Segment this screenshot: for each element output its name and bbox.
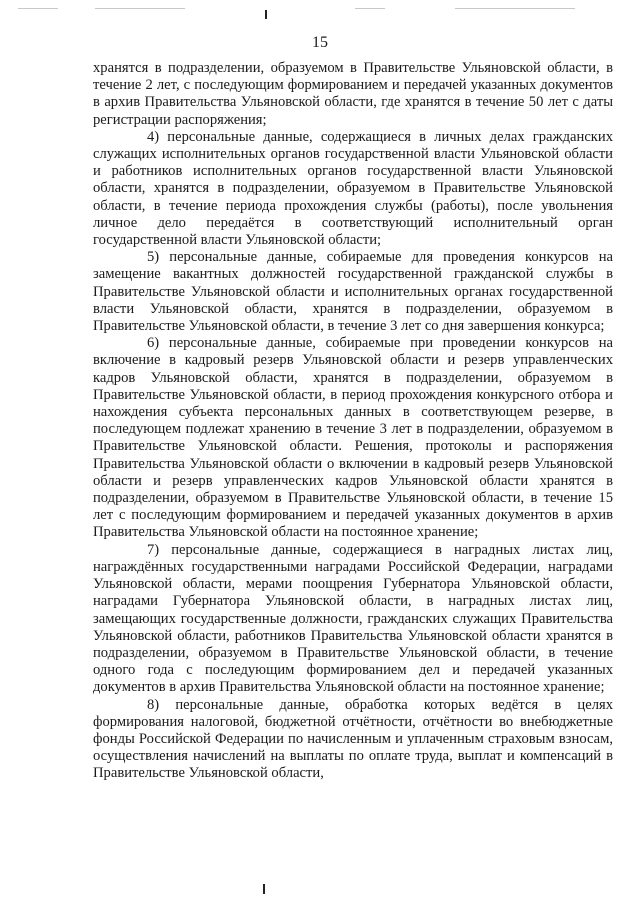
paragraph: 6) персональные данные, собираемые при проведении конкурсов на включение в кадровый резерв Ульяновской области и резерв управленческих кадров Ульяновской области, хранятся в подразделении, образуемом в Правительстве Ульяновской области, в период прохождения конкурсного отбора и нахождения субъекта персональных данных в соответствующем резерве, в последующем подлежат хранению в течение 3 лет в подразделении, образуемом в Правительстве Ульяновской области. Решения, протоколы и распоряжения Правительства Ульяновской области о включении в кадровый резерв Ульяновской области и резерв управленческих кадров Ульяновской области хранятся в подразделении, образуемом в Правительстве Ульяновской области, в течение 15 лет с последующим формированием и передачей указанных документов в архив Правительства Ульяновской области на постоянное хранение; — [93, 335, 613, 541]
binding-mark-top — [265, 10, 267, 19]
paragraph: 7) персональные данные, содержащиеся в наградных листах лиц, награждённых государственными наградами Российской Федерации, наградами Ульяновской области, мерами поощрения Губернатора Ульяновской области, наградами Губернатора Ульяновской области, в наградных листах лиц, замещающих государственные должности, гражданских служащих Правительства Ульяновской области, работников Правительства Ульяновской области хранятся в подразделении, образуемом в Правительстве Ульяновской области, в течение одного года с последующим формированием дел и передачей указанных документов в архив Правительства Ульяновской области на постоянное хранение; — [93, 541, 613, 696]
paragraph: 4) персональные данные, содержащиеся в личных делах гражданских служащих исполнительных органов государственной власти Ульяновской области и работников исполнительных органов государственной власти Ульяновской области, хранятся в подразделении, образуемом в Правительстве Ульяновской области, в течение периода прохождения службы (работы), после увольнения личное дело передаётся в соответствующий исполнительный орган государственной власти Ульяновской области; — [93, 128, 613, 249]
scan-artifact-line — [18, 8, 58, 9]
scan-artifact-line — [455, 8, 575, 9]
paragraph: 8) персональные данные, обработка которых ведётся в целях формирования налоговой, бюджетной отчётности, отчётности во внебюджетные фонды Российской Федерации по начисленным и уплаченным страховым взносам, осуществления начислений на выплаты по оплате труда, выплат и компенсаций в Правительстве Ульяновской области, — [93, 696, 613, 782]
paragraph: хранятся в подразделении, образуемом в Правительстве Ульяновской области, в течение 2 лет, с последующим формированием и передачей указанных документов в архив Правительства Ульяновской области, где хранятся в течение 50 лет с даты регистрации распоряжения; — [93, 60, 613, 128]
scan-artifact-line — [95, 8, 185, 9]
paragraph: 5) персональные данные, собираемые для проведения конкурсов на замещение вакантных должностей государственной гражданской службы в Правительстве Ульяновской области и исполнительных органах государственной власти Ульяновской области, хранятся в подразделении, образуемом в Правительстве Ульяновской области, в течение 3 лет со дня завершения конкурса; — [93, 249, 613, 335]
binding-mark-bottom — [263, 884, 265, 894]
page-number: 15 — [312, 34, 328, 51]
document-body — [93, 60, 613, 783]
scan-artifact-line — [355, 8, 385, 9]
